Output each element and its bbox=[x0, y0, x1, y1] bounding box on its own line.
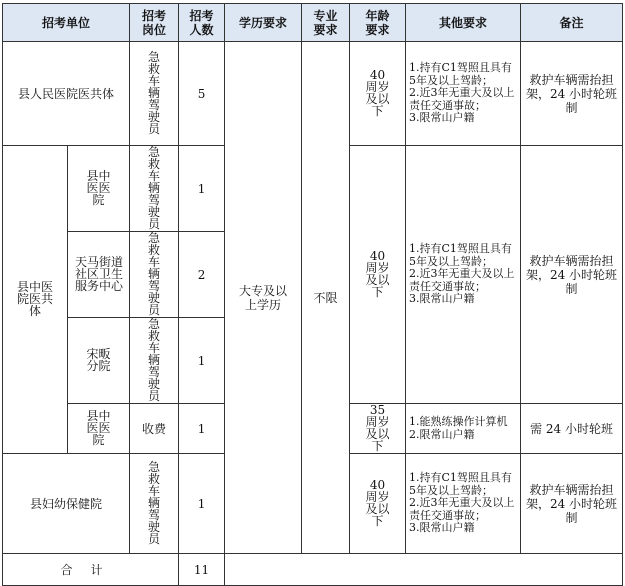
header-post: 招考 岗位 bbox=[130, 4, 179, 42]
sub-unit-text: 宋畈分院 bbox=[86, 347, 111, 373]
table-row bbox=[3, 42, 623, 146]
age-text: 40 周岁及以下 bbox=[365, 478, 390, 528]
header-education: 学历要求 bbox=[225, 4, 302, 42]
post-cell bbox=[130, 454, 179, 554]
sub-unit-text: 县中医医院 bbox=[86, 409, 111, 447]
post-text: 急救车辆驾驶员 bbox=[148, 231, 161, 317]
sub-unit-text: 天马街道社区卫生服务中心 bbox=[74, 255, 123, 293]
sub-unit-cell bbox=[68, 404, 130, 454]
post-cell bbox=[130, 318, 179, 404]
total-count: 11 bbox=[179, 554, 225, 586]
age-cell bbox=[350, 454, 406, 554]
total-empty-cell bbox=[225, 554, 623, 586]
sub-unit-cell bbox=[68, 318, 130, 404]
education-cell: 大专及以 上学历 bbox=[225, 42, 302, 554]
count-cell: 2 bbox=[179, 232, 225, 318]
count-cell: 1 bbox=[179, 404, 225, 454]
age-cell bbox=[350, 42, 406, 146]
remark-cell: 救护车辆需抬担架，24 小时轮班制 bbox=[521, 454, 623, 554]
recruitment-table bbox=[2, 3, 623, 586]
unit-cell: 县妇幼保健院 bbox=[3, 454, 130, 554]
group-cell bbox=[3, 146, 68, 454]
remark-cell: 需 24 小时轮班 bbox=[521, 404, 623, 454]
other-cell: 1.能熟练操作计算机 2.限常山户籍 bbox=[406, 404, 521, 454]
total-row bbox=[3, 554, 623, 586]
post-cell: 收费 bbox=[130, 404, 179, 454]
count-cell: 5 bbox=[179, 42, 225, 146]
remark-cell: 救护车辆需抬担架，24 小时轮班制 bbox=[521, 42, 623, 146]
count-cell: 1 bbox=[179, 318, 225, 404]
post-cell bbox=[130, 232, 179, 318]
post-text: 急救车辆驾驶员 bbox=[148, 50, 161, 136]
other-cell: 1.持有C1驾照且具有5年及以上驾龄； 2.近3年无重大及以上责任交通事故； 3.限常山户籍 bbox=[406, 42, 521, 146]
header-count: 招考 人数 bbox=[179, 4, 225, 42]
header-row bbox=[3, 4, 623, 42]
remark-cell: 救护车辆需抬担架，24 小时轮班制 bbox=[521, 146, 623, 404]
count-cell: 1 bbox=[179, 146, 225, 232]
age-text: 40 周岁及以下 bbox=[365, 68, 390, 118]
sub-unit-cell bbox=[68, 146, 130, 232]
unit-cell: 县人民医院医共体 bbox=[3, 42, 130, 146]
header-major: 专业 要求 bbox=[302, 4, 350, 42]
header-unit: 招考单位 bbox=[3, 4, 130, 42]
post-text: 急救车辆驾驶员 bbox=[148, 460, 161, 546]
post-cell bbox=[130, 42, 179, 146]
sub-unit-text: 县中医医院 bbox=[86, 169, 111, 207]
age-cell bbox=[350, 404, 406, 454]
header-age: 年龄 要求 bbox=[350, 4, 406, 42]
total-label: 合计 bbox=[3, 554, 179, 586]
age-cell bbox=[350, 146, 406, 404]
age-text: 40 周岁及以下 bbox=[365, 249, 390, 299]
other-cell: 1.持有C1驾照且具有5年及以上驾龄； 2.近3年无重大及以上责任交通事故； 3.限常山户籍 bbox=[406, 454, 521, 554]
header-other: 其他要求 bbox=[406, 4, 521, 42]
post-text: 急救车辆驾驶员 bbox=[148, 317, 161, 403]
major-cell: 不限 bbox=[302, 42, 350, 554]
other-cell: 1.持有C1驾照且具有5年及以上驾龄； 2.近3年无重大及以上责任交通事故； 3.限常山户籍 bbox=[406, 146, 521, 404]
count-cell: 1 bbox=[179, 454, 225, 554]
post-cell bbox=[130, 146, 179, 232]
age-text: 35 周岁及以下 bbox=[365, 403, 390, 453]
sub-unit-cell bbox=[68, 232, 130, 318]
group-text: 县中医院医共体 bbox=[16, 280, 53, 318]
header-remark: 备注 bbox=[521, 4, 623, 42]
post-text: 急救车辆驾驶员 bbox=[148, 145, 161, 231]
